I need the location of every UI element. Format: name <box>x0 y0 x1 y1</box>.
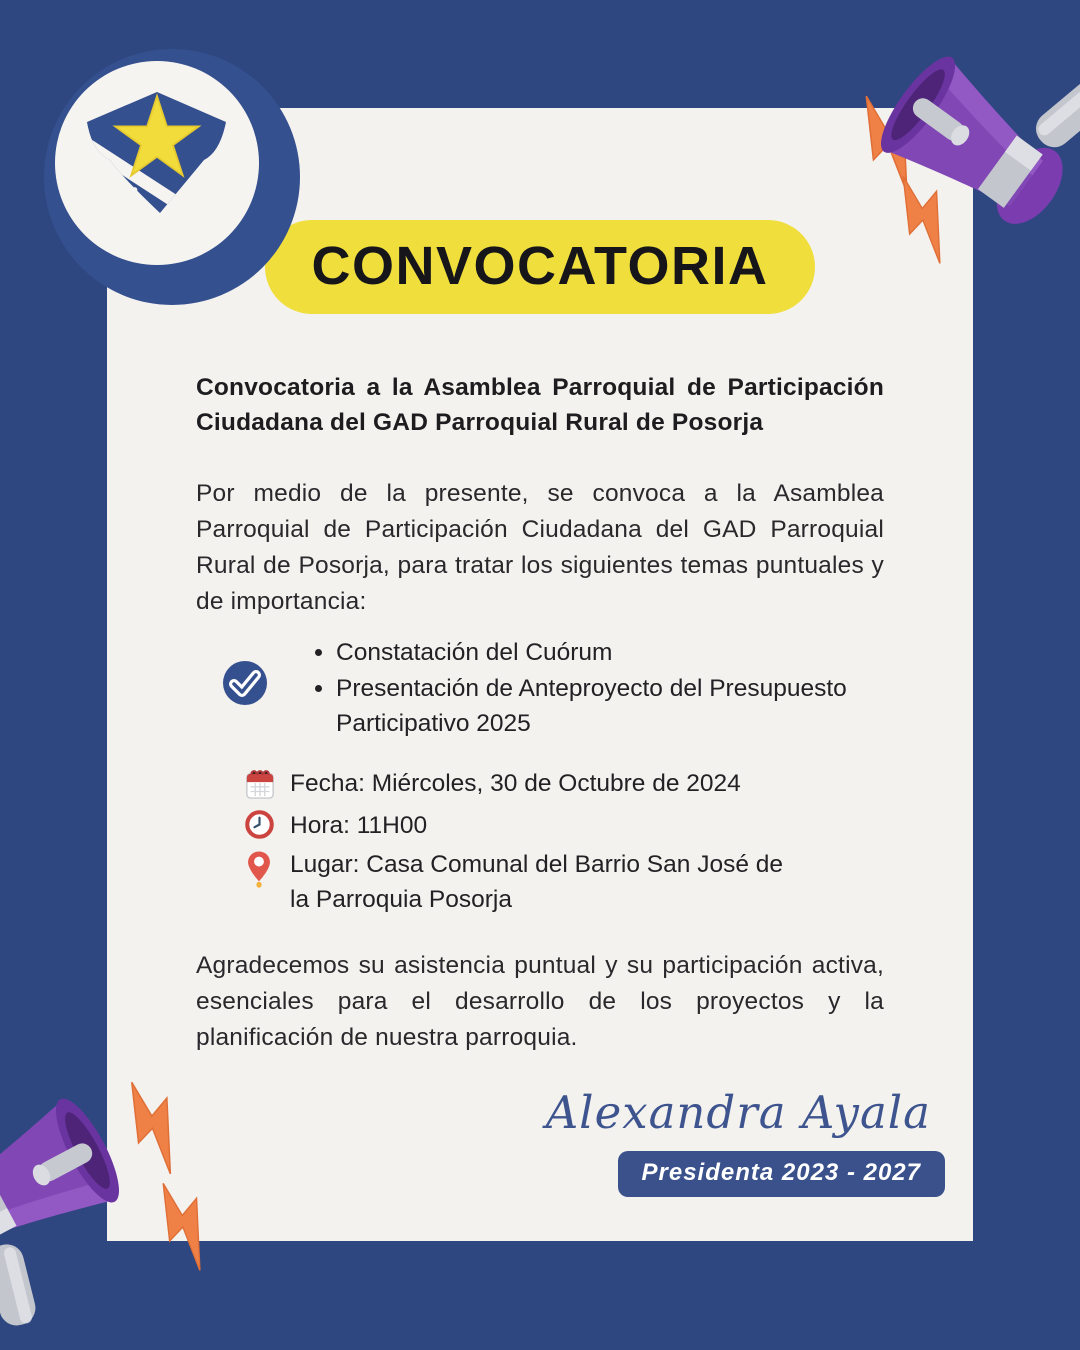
agenda-section <box>312 635 912 742</box>
announcement-heading: Convocatoria a la Asamblea Parroquial de Participación Ciudadana del GAD Parroquial Rural de Posorja <box>196 374 884 436</box>
checklist-check-icon <box>222 660 268 706</box>
calendar-icon <box>245 766 277 805</box>
detail-row-location <box>245 847 865 917</box>
closing-paragraph: Agradecemos su asistencia puntual y su participación activa, esenciales para el desarrollo de los proyectos y la planificación de nuestra parroquia. <box>196 951 884 1051</box>
detail-location-text: Lugar: Casa Comunal del Barrio San José de la Parroquia Posorja <box>290 850 784 913</box>
agenda-item: • Presentación de Anteproyecto del Presupuesto Participativo 2025 <box>336 671 911 742</box>
signature-name: Alexandra Ayala <box>545 1085 931 1139</box>
announcement-card <box>107 108 973 1241</box>
agenda-list <box>312 635 912 742</box>
location-pin-icon <box>245 847 277 894</box>
poster-title: CONVOCATORIA <box>311 236 769 296</box>
signature-role-badge: Presidenta 2023 - 2027 <box>618 1151 946 1197</box>
agenda-item: • Constatación del Cuórum <box>336 635 911 671</box>
intro-paragraph: Por medio de la presente, se convoca a la Asamblea Parroquial de Participación Ciudadana del GAD Parroquial Rural de Posorja, para tratar los siguientes temas puntuales y de importancia: <box>196 480 884 615</box>
clock-icon <box>245 808 277 844</box>
detail-row-date <box>245 766 865 805</box>
detail-date-text: Fecha: Miércoles, 30 de Octubre de 2024 <box>290 769 741 797</box>
signature-block <box>107 1086 945 1197</box>
event-details <box>245 766 865 917</box>
detail-time-text: Hora: 11H00 <box>290 811 428 839</box>
title-pill <box>265 220 814 314</box>
detail-row-time <box>245 808 865 844</box>
